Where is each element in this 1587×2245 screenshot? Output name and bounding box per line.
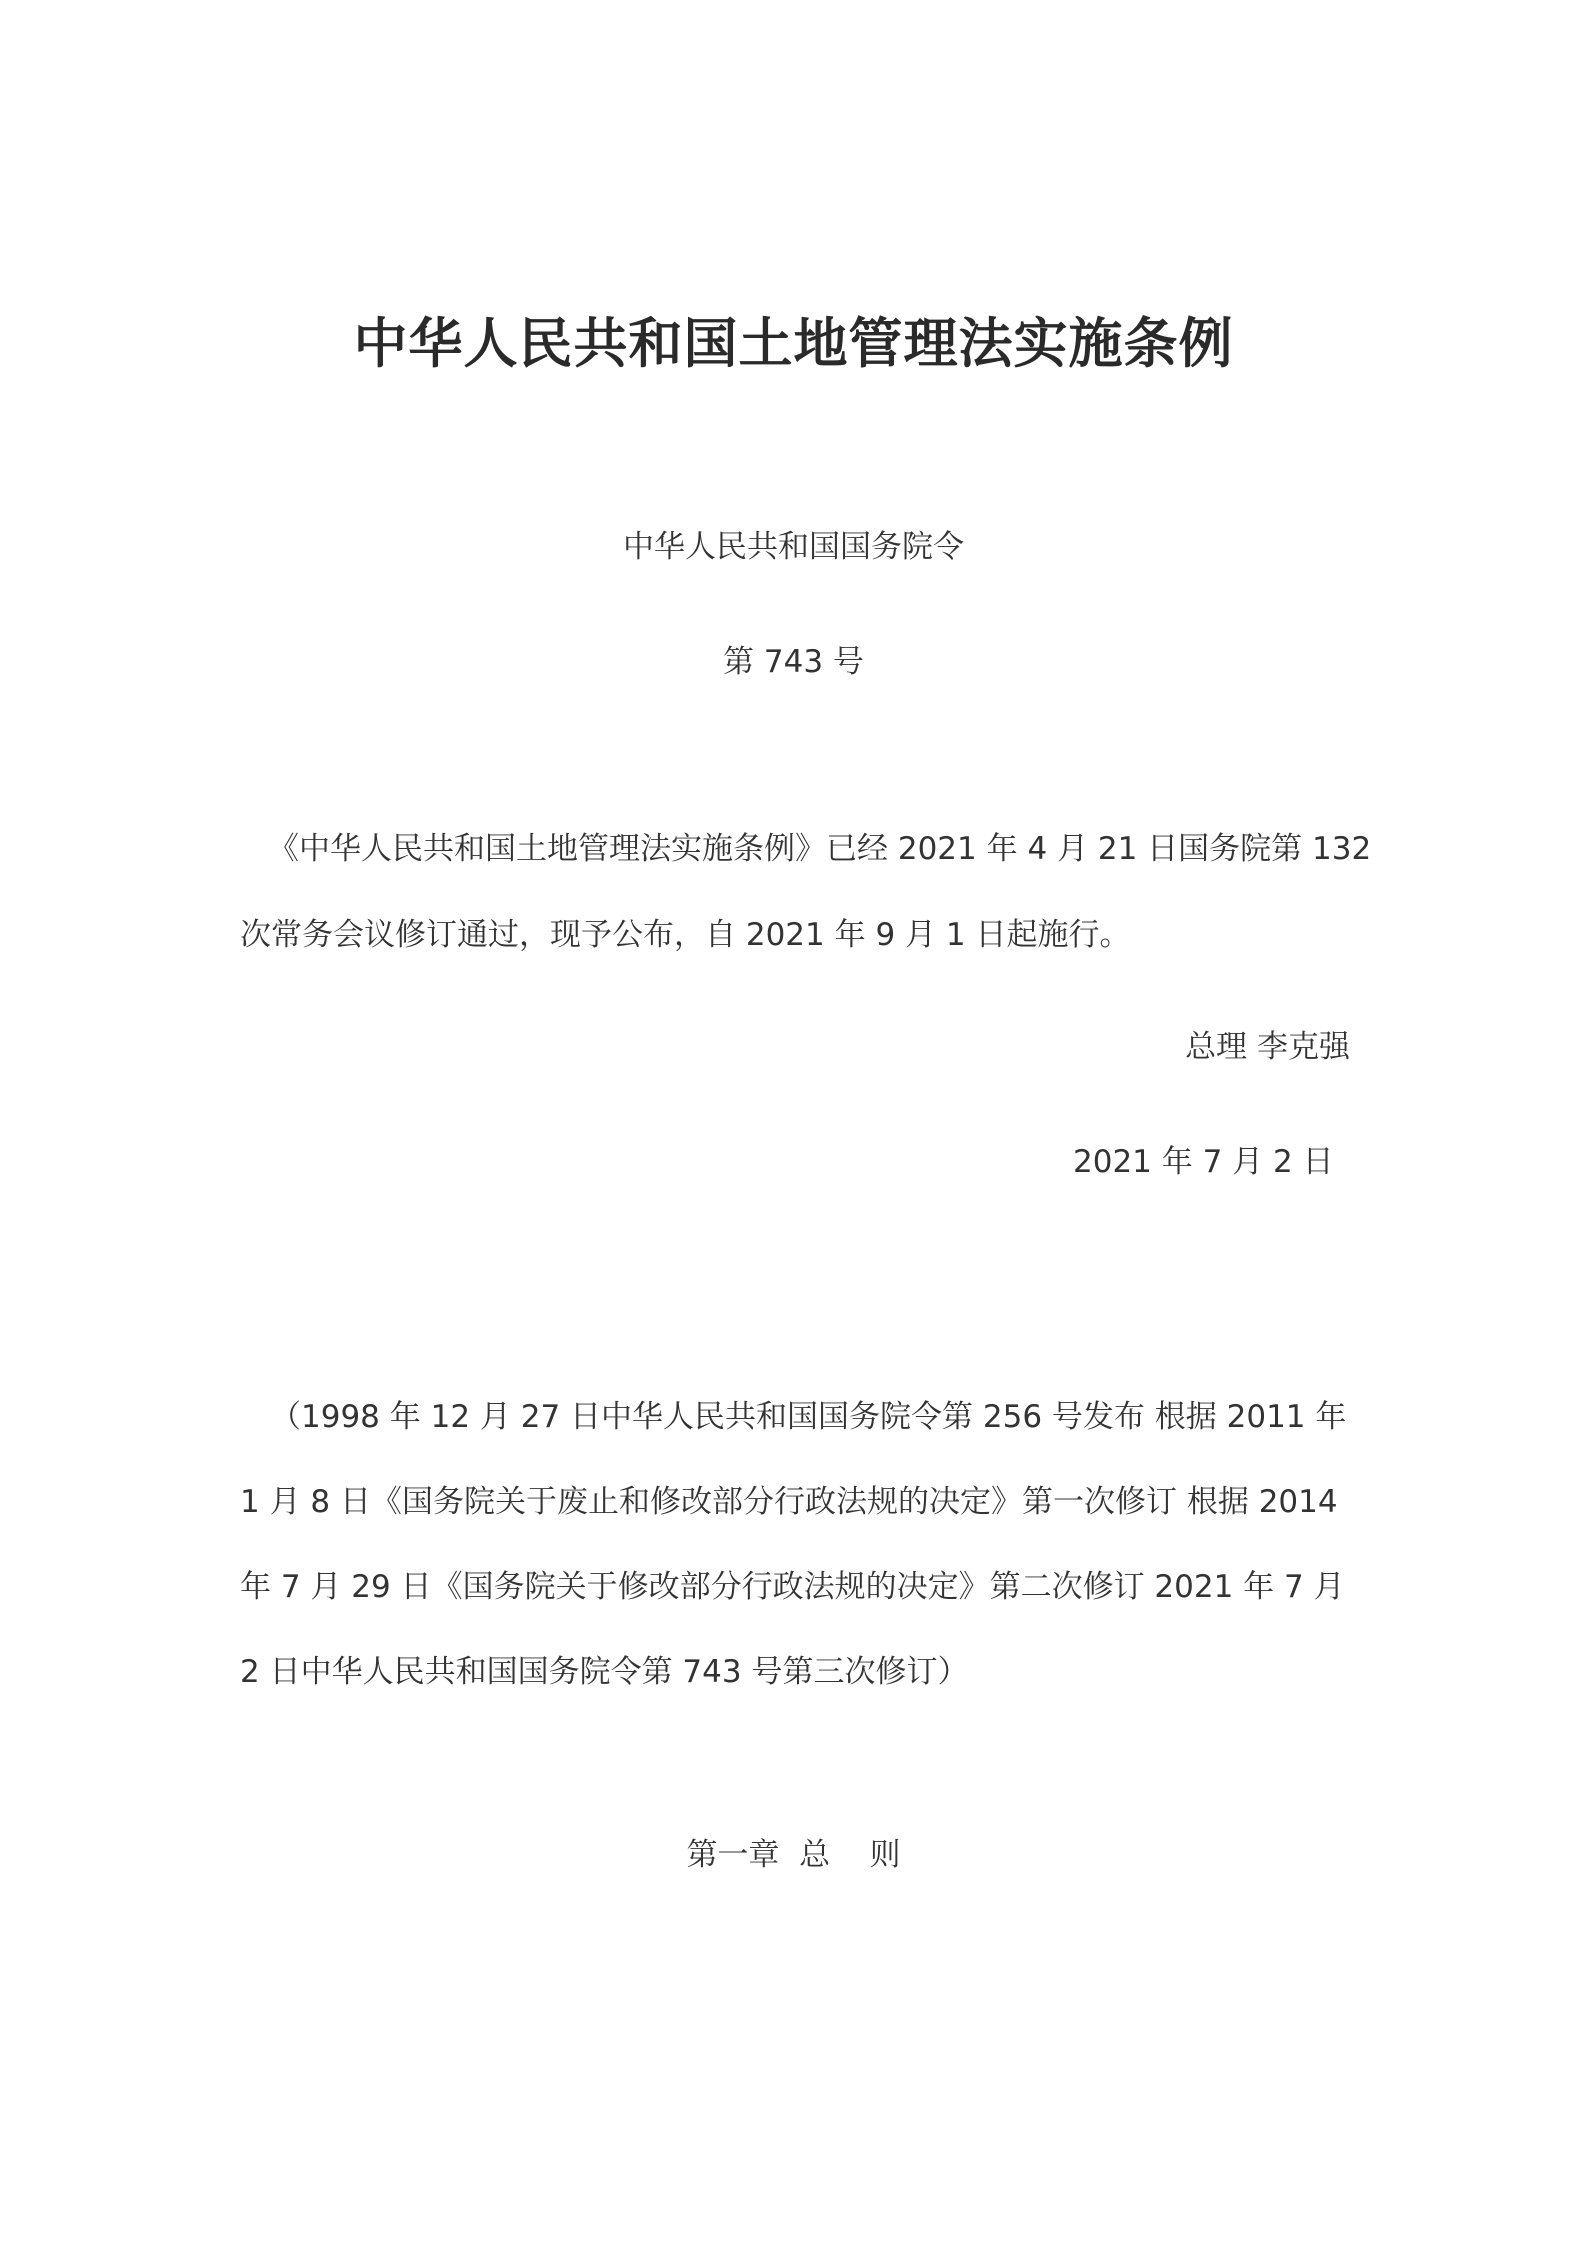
history-line-2: 1 月 8 日《国务院关于废止和修改部分行政法规的决定》第一次修订 根据 2014 (240, 1484, 1338, 1520)
chapter-heading: 第一章 总 则 (686, 1837, 901, 1873)
order-number: 第 743 号 (723, 644, 864, 680)
issue-date: 2021 年 7 月 2 日 (1073, 1144, 1334, 1180)
history-line-3: 年 7 月 29 日《国务院关于修改部分行政法规的决定》第二次修订 2021 年 7 月 (240, 1569, 1345, 1605)
signatory: 总理 李克强 (1185, 1029, 1350, 1065)
announcement-line-1: 《中华人民共和国土地管理法实施条例》已经 2021 年 4 月 21 日国务院第 132 (268, 831, 1372, 867)
document-title: 中华人民共和国土地管理法实施条例 (353, 312, 1234, 375)
history-line-4: 2 日中华人民共和国国务院令第 743 号第三次修订） (240, 1654, 969, 1690)
history-line-1: （1998 年 12 月 27 日中华人民共和国国务院令第 256 号发布 根据 2011 年 (270, 1399, 1347, 1435)
issuer-line: 中华人民共和国国务院令 (623, 529, 964, 565)
announcement-line-2: 次常务会议修订通过，现予公布，自 2021 年 9 月 1 日起施行。 (240, 917, 1131, 953)
